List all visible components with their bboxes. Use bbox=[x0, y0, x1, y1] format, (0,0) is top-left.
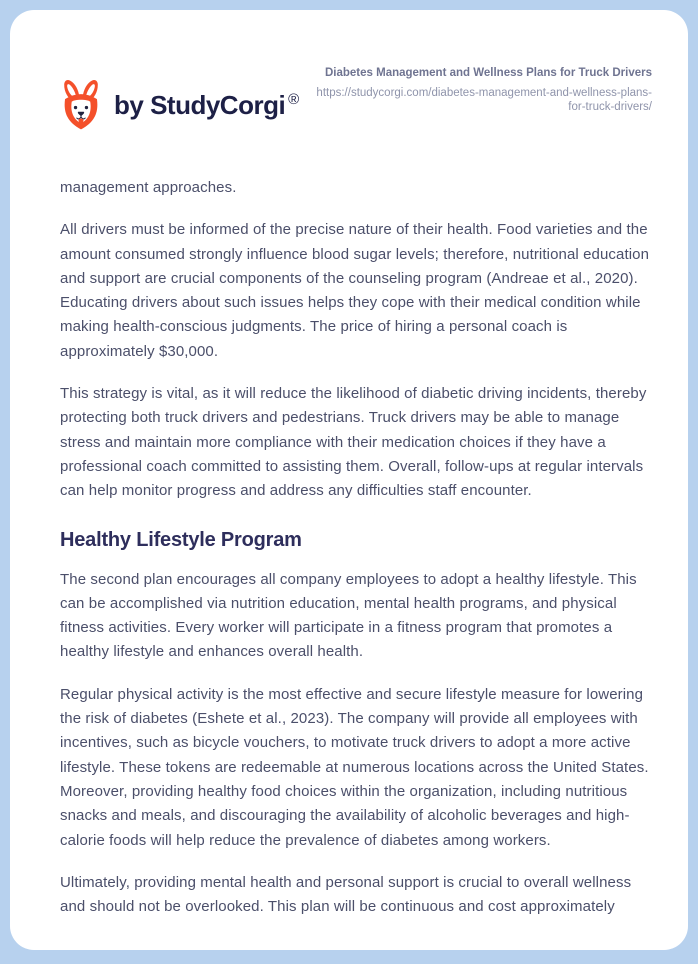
paragraph: The second plan encourages all company employees to adopt a healthy lifestyle. This can be accomplished via nutrition education, mental health programs, and physical fitness activities. Every worker will participate in a fitness program that promotes a healthy lifestyle and enhances overall health. bbox=[60, 570, 637, 661]
section-heading: Healthy Lifestyle Program bbox=[60, 528, 302, 551]
studycorgi-logo bbox=[60, 78, 299, 132]
document-title: Diabetes Management and Wellness Plans for Truck Drivers bbox=[324, 67, 652, 79]
paragraph: Ultimately, providing mental health and personal support is crucial to overall wellness and should not be overlooked. This plan will be continuous and cost approximately bbox=[60, 873, 632, 916]
article-body bbox=[60, 176, 652, 919]
paragraph: Regular physical activity is the most effective and secure lifestyle measure for lowering the risk of diabetes (Eshete et al., 2023). The company will provide all employees with incentives, such as bicycle vouchers, to motivate truck drivers to adopt a more active lifestyle. These tokens are redeemable at numerous locations across the United States. Moreover, providing healthy food choices within the organization, including nutritious snacks and meals, and discouraging the availability of alcoholic beverages and high-calorie foods will help reduce the prevalence of diabetes among workers. bbox=[60, 685, 649, 849]
document-url-link[interactable]: https://studycorgi.com/diabetes-management-and-wellness-plans-for-truck-drivers/ bbox=[316, 86, 652, 113]
paragraph: This strategy is vital, as it will reduce the likelihood of diabetic driving incidents, thereby protecting both truck drivers and pedestrians. Truck drivers may be able to manage stress and maintain more compliance with their medication choices if they have a professional coach committed to assisting them. Overall, follow-ups at regular intervals can help monitor progress and address any difficulties staff encounter. bbox=[60, 385, 647, 500]
corgi-icon bbox=[60, 78, 102, 132]
document-title-block bbox=[300, 66, 652, 115]
document-card bbox=[10, 10, 688, 950]
registered-mark: ® bbox=[288, 90, 299, 108]
paragraph: management approaches. bbox=[60, 179, 237, 196]
brand-text bbox=[114, 90, 299, 121]
paragraph: All drivers must be informed of the precise nature of their health. Food varieties and the amount consumed strongly influence blood sugar levels; therefore, nutritional education and support are crucial components of the counseling program (Andreae et al., 2020). Educating drivers about such issues helps they cope with their medical condition while making health-conscious judgments. The price of hiring a personal coach is approximately $30,000. bbox=[60, 221, 650, 360]
brand-text-label: by StudyCorgi bbox=[114, 89, 286, 120]
document-header bbox=[60, 64, 652, 132]
